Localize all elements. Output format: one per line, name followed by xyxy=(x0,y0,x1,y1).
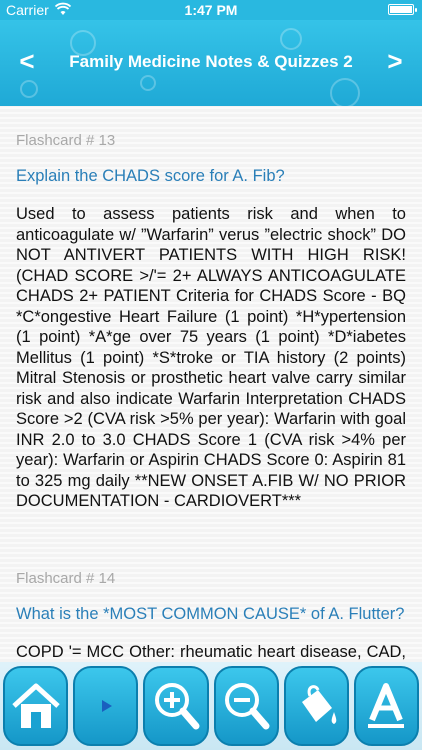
play-button[interactable] xyxy=(73,666,138,746)
status-bar xyxy=(0,0,422,20)
bottom-toolbar xyxy=(0,662,422,750)
zoom-out-button[interactable] xyxy=(214,666,279,746)
prev-button[interactable]: < xyxy=(19,46,35,76)
flashcard-number: Flashcard # 14 xyxy=(16,569,116,587)
zoom-out-icon xyxy=(218,678,274,734)
next-button[interactable]: > xyxy=(387,46,403,76)
flashcard xyxy=(0,132,422,512)
play-icon xyxy=(78,678,134,734)
font-button[interactable] xyxy=(354,666,419,746)
home-icon xyxy=(8,678,64,734)
theme-button[interactable] xyxy=(284,666,349,746)
flashcard-question: Explain the CHADS score for A. Fib? xyxy=(16,167,285,185)
zoom-in-button[interactable] xyxy=(143,666,208,746)
flashcard-list[interactable] xyxy=(0,106,422,662)
flashcard-answer: COPD '= MCC Other: rheumatic heart disease, CAD, xyxy=(16,642,406,661)
battery-icon xyxy=(388,4,414,15)
nav-bar xyxy=(0,20,422,106)
zoom-in-icon xyxy=(148,678,204,734)
paint-bucket-icon xyxy=(288,678,344,734)
home-button[interactable] xyxy=(3,666,68,746)
carrier-label: Carrier xyxy=(6,2,49,18)
page-title: Family Medicine Notes & Quizzes 2 xyxy=(69,52,353,71)
flashcard-question: What is the *MOST COMMON CAUSE* of A. Flutter? xyxy=(16,604,405,623)
flashcard-number: Flashcard # 13 xyxy=(16,132,116,149)
flashcard-answer: Used to assess patients risk and when to anticoagulate w/ ”Warfarin” verus ”electric shock” DO NOT ANTIVERT PATIENTS WITH HIGH RISK! (CHAD SCORE >/'= 2+ ALWAYS ANTICOAGULATE CHADS 2+ PATIENT Criteria for CHADS Score - BQ *C*ongestive Heart Failure (1 point) *H*ypertension (1 point) *A*ge over 75 years (1 point) *D*iabetes Mellitus (1 point) *S*troke or TIA history (2 points) Mitral Stenosis or prosthetic heart valve carry similar risk and also indicate Warfarin Interpretation CHADS Score >2 (CVA risk >5% per year): Warfarin with goal INR 2.0 to 3.0 CHADS Score 1 (CVA risk >4% per year): Warfarin or Aspirin CHADS Score 0: Aspirin 81 to 325 mg daily **NEW ONSET A.FIB W/ NO PRIOR DOCUMENTATION - CARDIOVERT*** xyxy=(16,205,406,510)
font-icon xyxy=(358,678,414,734)
clock: 1:47 PM xyxy=(184,2,238,18)
